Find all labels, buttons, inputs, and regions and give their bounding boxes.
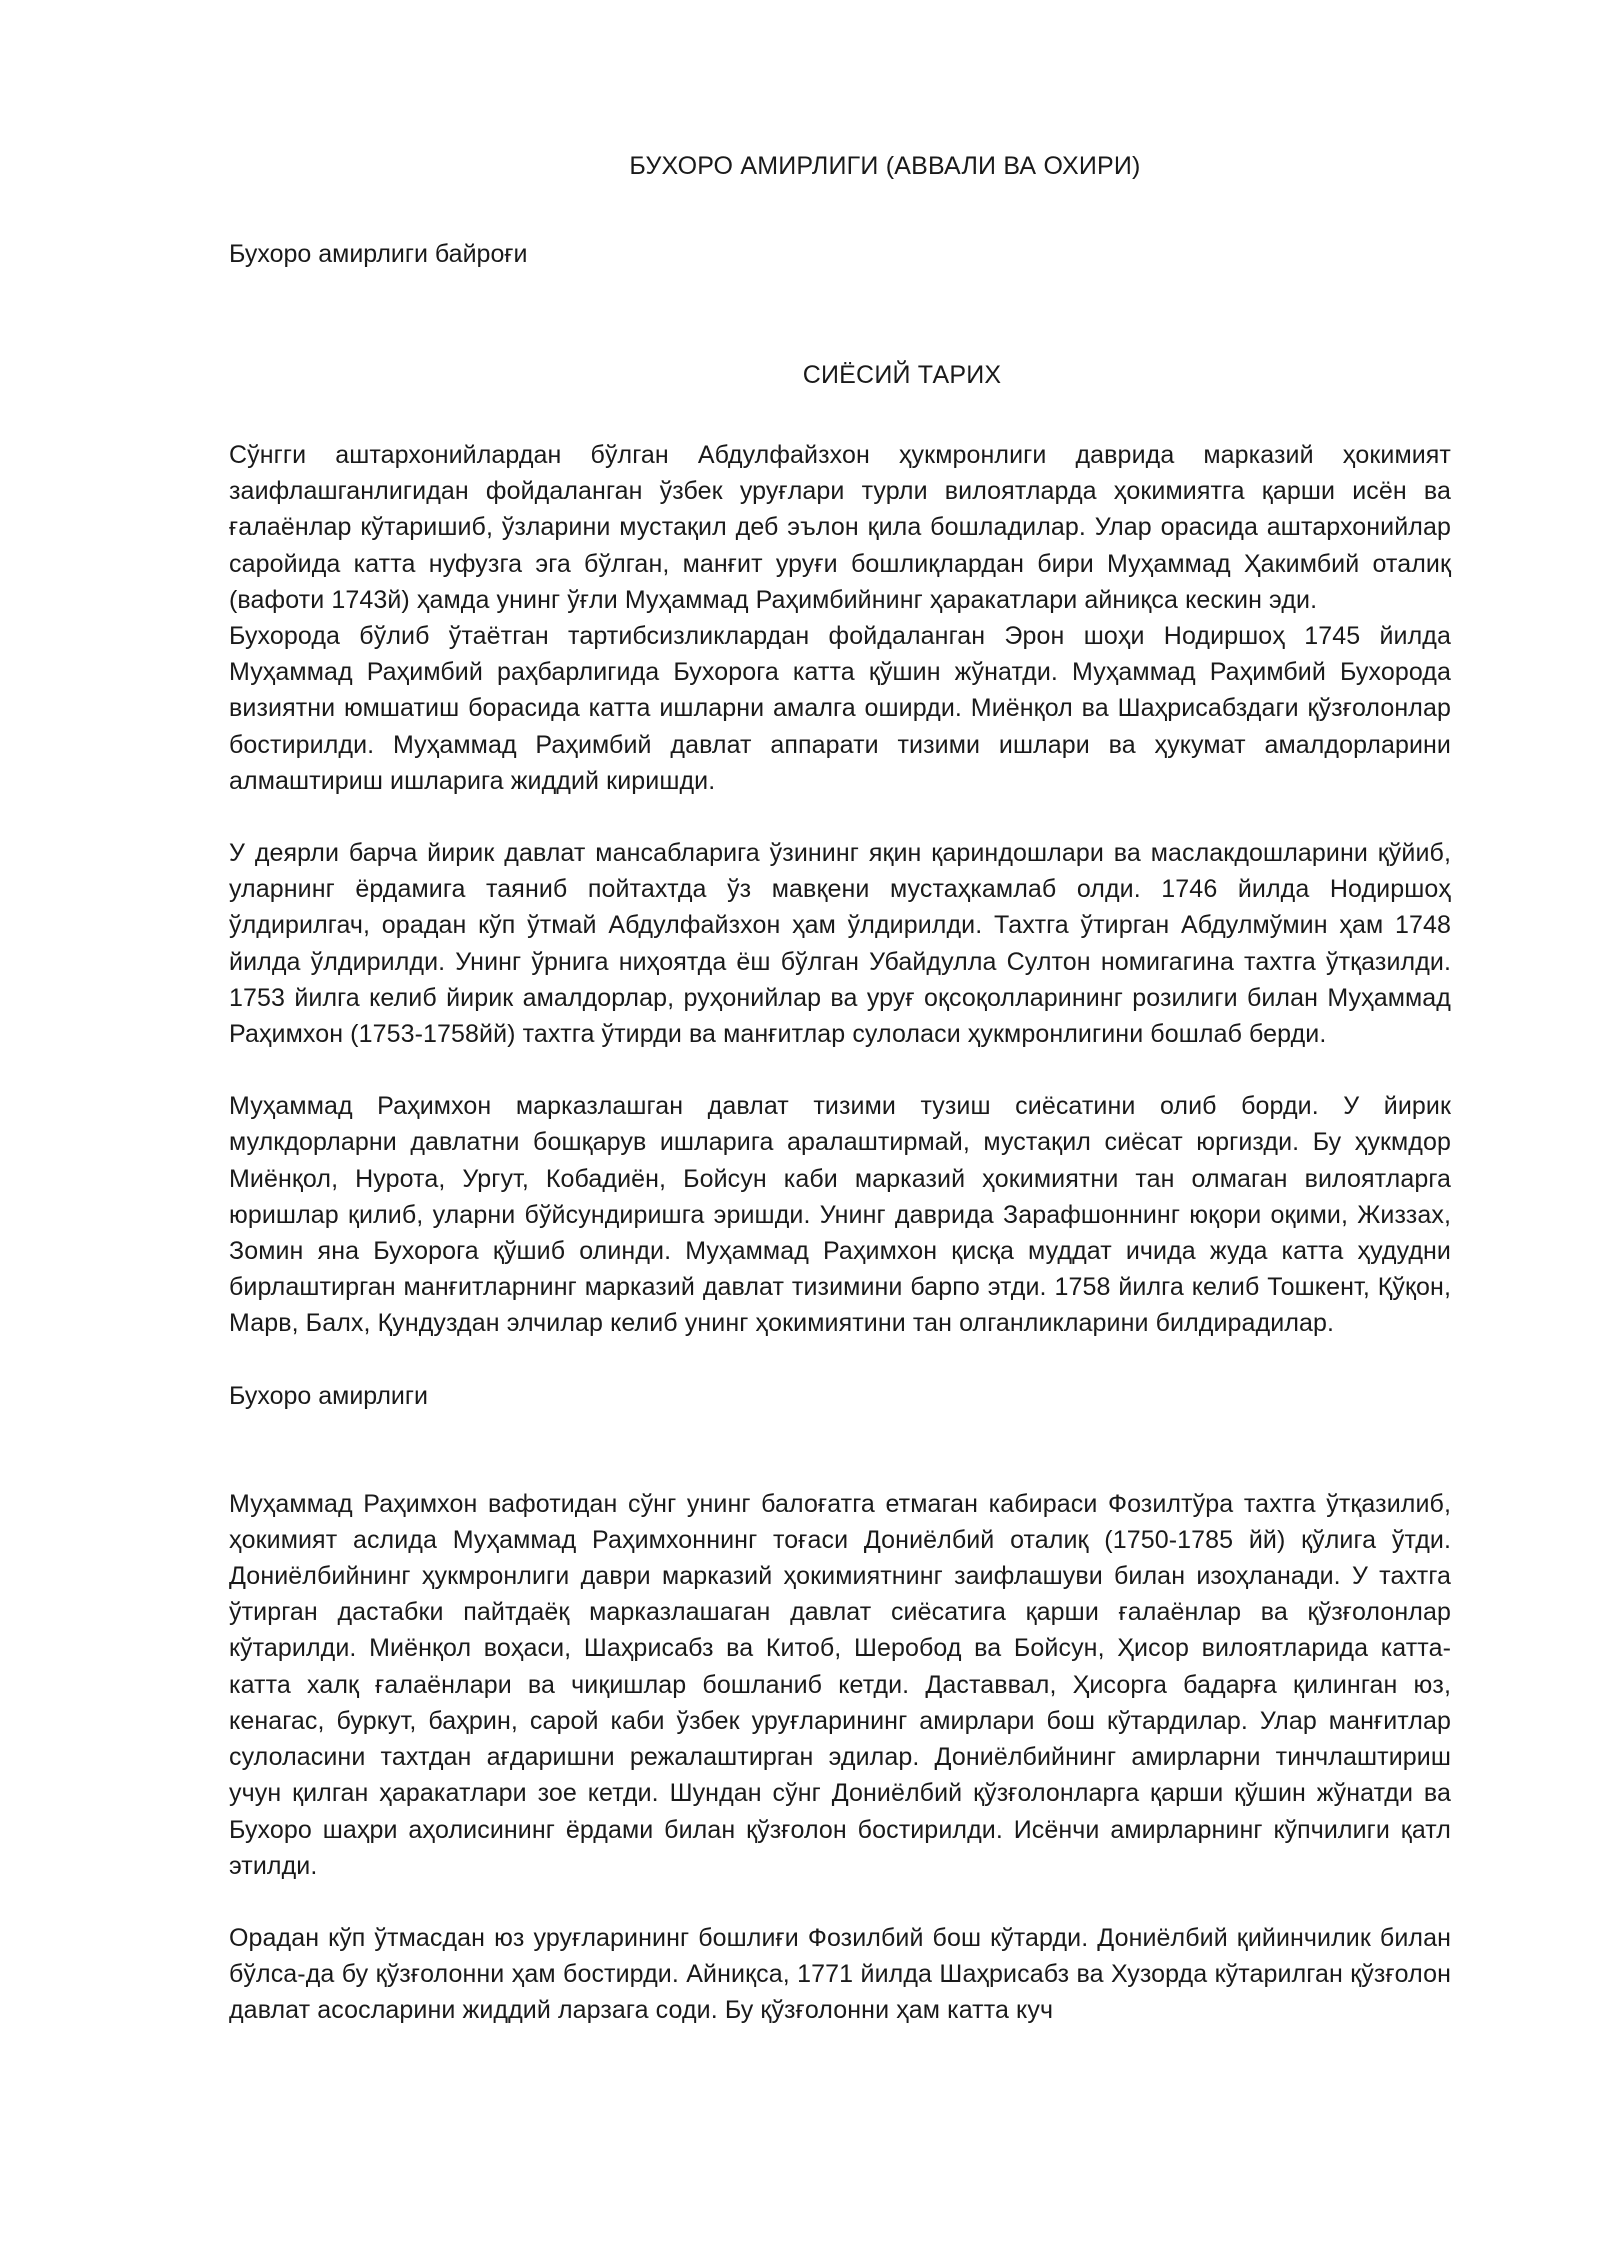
paragraph: Орадан кўп ўтмасдан юз уруғларининг бошлиғи Фозилбий бош кўтарди. Дониёлбий қийинчилик билан бўлса-да бу қўзғолонни ҳам бостирди. Айниқса, 1771 йилда Шаҳрисабз ва Хузорда кўтарилган қўзғолон давлат асосларини жиддий ларзага соди. Бу қўзғолонни ҳам катта куч xyxy=(229,1923,1451,2025)
paragraph: Бухорода бўлиб ўтаётган тартибсизликлардан фойдаланган Эрон шоҳи Нодиршоҳ 1745 йилда Муҳаммад Раҳимбий раҳбарлигида Бухорога катта қўшин жўнатди. Муҳаммад Раҳимбий Бухорода визиятни юмшатиш борасида катта ишларни амалга оширди. Миёнқол ва Шаҳрисабздаги қўзғолонлар бостирилди. Муҳаммад Раҳимбий давлат аппарати тизими ишлари ва ҳукумат амалдорларини алмаштириш ишларига жиддий киришди. xyxy=(229,622,1451,795)
map-caption: Бухоро амирлиги xyxy=(229,1381,428,1410)
flag-caption: Бухоро амирлиги байроғи xyxy=(229,240,528,268)
paragraph: Сўнгги аштархонийлардан бўлган Абдулфайзхон ҳукмронлиги даврида марказий ҳокимият заифлашганлигидан фойдаланган ўзбек уруғлари турли вилоятларда ҳокимиятга қарши исён ва ғалаёнлар кўтаришиб, ўзларини мустақил деб эълон қила бошладилар. Улар орасида аштархонийлар саройида катта нуфузга эга бўлган, манғит уруғи бошлиқлардан бири Муҳаммад Ҳакимбий оталиқ (вафоти 1743й) ҳамда унинг ўғли Муҳаммад Раҳимбийнинг ҳаракатлари айниқса кескин эди. xyxy=(229,441,1451,614)
document-body xyxy=(229,148,1451,2029)
paragraph: У деярли барча йирик давлат мансабларига ўзининг яқин қариндошлари ва маслакдошларини қўйиб, уларнинг ёрдамига таяниб пойтахтда ўз мавқени мустаҳкамлаб олди. 1746 йилда Нодиршоҳ ўлдирилгач, орадан кўп ўтмай Абдулфайзхон ҳам ўлдирилди. Тахтга ўтирган Абдулмўмин ҳам 1748 йилда ўлдирилди. Унинг ўрнига ниҳоятда ёш бўлган Убайдулла Султон номигагина тахтга ўтқазилди. 1753 йилга келиб йирик амалдорлар, руҳонийлар ва уруғ оқсоқолларининг розилиги билан Муҳаммад Раҳимхон (1753-1758йй) тахтга ўтирди ва манғитлар сулоласи ҳукмронлигини бошлаб берди. xyxy=(229,839,1451,1049)
document-title: БУХОРО АМИРЛИГИ (АВВАЛИ ВА ОХИРИ) xyxy=(629,152,1141,180)
paragraph: Муҳаммад Раҳимхон вафотидан сўнг унинг балоғатга етмаган кабираси Фозилтўра тахтга ўтқазилиб, ҳокимият аслида Муҳаммад Раҳимхоннинг тоғаси Дониёлбий оталиқ (1750-1785 йй) қўлига ўтди. Дониёлбийнинг ҳукмронлиги даври марказий ҳокимиятнинг заифлашуви билан изоҳланади. У тахтга ўтирган дастабки пайтдаёқ марказлашаган давлат сиёсатига қарши ғалаёнлар ва қўзғолонлар кўтарилди. Миёнқол воҳаси, Шаҳрисабз ва Китоб, Шеробод ва Бойсун, Ҳисор вилоятларида катта-катта халқ ғалаёнлари ва чиқишлар бошланиб кетди. Даставвал, Ҳисорга бадарға қилинган юз, кенагас, буркут, баҳрин, сарой каби ўзбек уруғларининг амирлари бош кўтардилар. Улар манғитлар сулоласини тахтдан ағдаришни режалаштирган эдилар. Дониёлбийнинг амирларни тинчлаштириш учун қилган ҳаракатлари зое кетди. Шундан сўнг Дониёлбий қўзғолонларга қарши қўшин жўнатди ва Бухоро шаҳри аҳолисининг ёрдами билан қўзғолон бостирилди. Исёнчи амирларнинг кўпчилиги қатл этилди. xyxy=(229,1489,1451,1880)
paragraph: Муҳаммад Раҳимхон марказлашган давлат тизими тузиш сиёсатини олиб борди. У йирик мулкдорларни давлатни бошқарув ишларига аралаштирмай, мустақил сиёсат юргизди. Бу ҳукмдор Миёнқол, Нурота, Ургут, Кобадиён, Бойсун каби марказий ҳокимиятни тан олмаган вилоятларга юришлар қилиб, уларни бўйсундиришга эришди. Унинг даврида Зарафшоннинг юқори оқими, Жиззах, Зомин яна Бухорога қўшиб олинди. Муҳаммад Раҳимхон қисқа муддат ичида жуда катта ҳудудни бирлаштирган манғитларнинг марказий давлат тизимини барпо этди. 1758 йилга келиб Тошкент, Қўқон, Марв, Балх, Қундуздан элчилар келиб унинг ҳокимиятини тан олганликларини билдирадилар. xyxy=(229,1092,1451,1338)
section-title: СИЁСИЙ ТАРИХ xyxy=(802,361,1002,389)
